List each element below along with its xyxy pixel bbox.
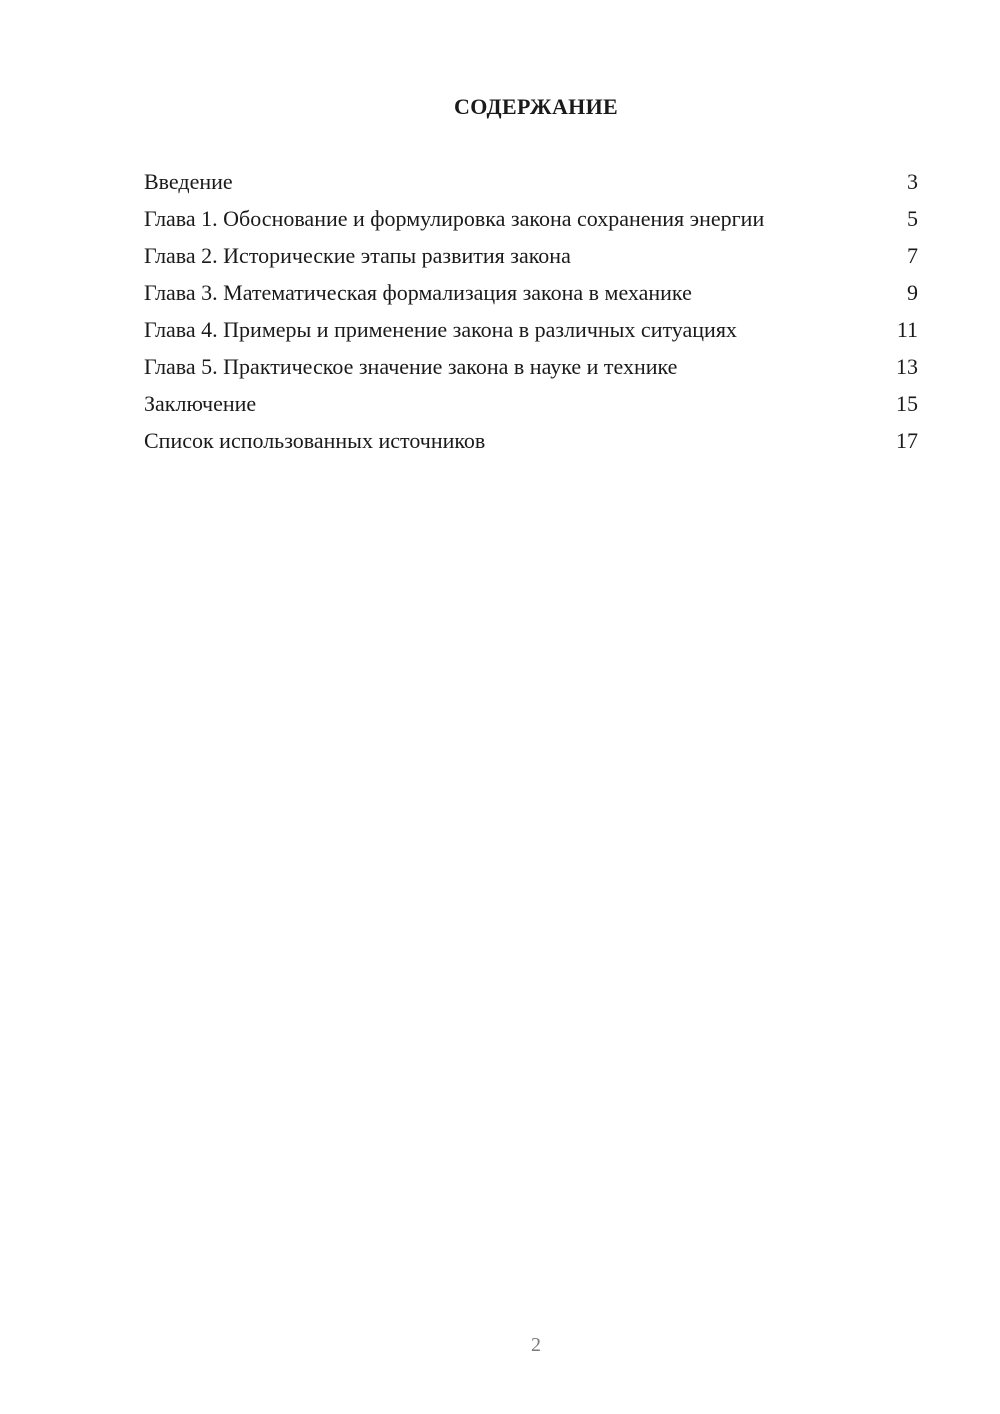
toc-entry-chapter-1[interactable]	[144, 205, 920, 232]
toc-entry-text: Глава 3. Математическая формализация закона в механике	[144, 280, 692, 305]
toc-entry-page: 17	[896, 428, 918, 453]
toc-entry-conclusion[interactable]	[144, 390, 920, 417]
toc-entry-chapter-2[interactable]	[144, 242, 920, 269]
toc-entry-text: Список использованных источников	[144, 428, 486, 453]
toc-entry-references[interactable]	[144, 427, 920, 454]
page-title: СОДЕРЖАНИЕ	[454, 94, 618, 119]
toc-entry-text: Введение	[144, 169, 233, 194]
table-of-contents	[144, 168, 920, 464]
toc-entry-introduction[interactable]	[144, 168, 920, 195]
toc-entry-page: 3	[907, 169, 918, 194]
toc-entry-chapter-5[interactable]	[144, 353, 920, 380]
toc-entry-chapter-4[interactable]	[144, 316, 920, 343]
toc-entry-page: 7	[907, 243, 918, 268]
toc-entry-text: Глава 1. Обоснование и формулировка закона сохранения энергии	[144, 206, 765, 231]
toc-entry-text: Заключение	[144, 391, 257, 416]
toc-entry-text: Глава 5. Практическое значение закона в науке и технике	[144, 354, 678, 379]
page-number: 2	[531, 1334, 541, 1356]
toc-entry-page: 15	[896, 391, 918, 416]
toc-entry-text: Глава 2. Исторические этапы развития закона	[144, 243, 571, 268]
toc-entry-chapter-3[interactable]	[144, 279, 920, 306]
toc-entry-text: Глава 4. Примеры и применение закона в различных ситуациях	[144, 317, 737, 342]
toc-entry-page: 5	[907, 206, 918, 231]
toc-entry-page: 13	[896, 354, 918, 379]
toc-entry-page: 11	[896, 317, 918, 342]
toc-entry-page: 9	[907, 280, 918, 305]
